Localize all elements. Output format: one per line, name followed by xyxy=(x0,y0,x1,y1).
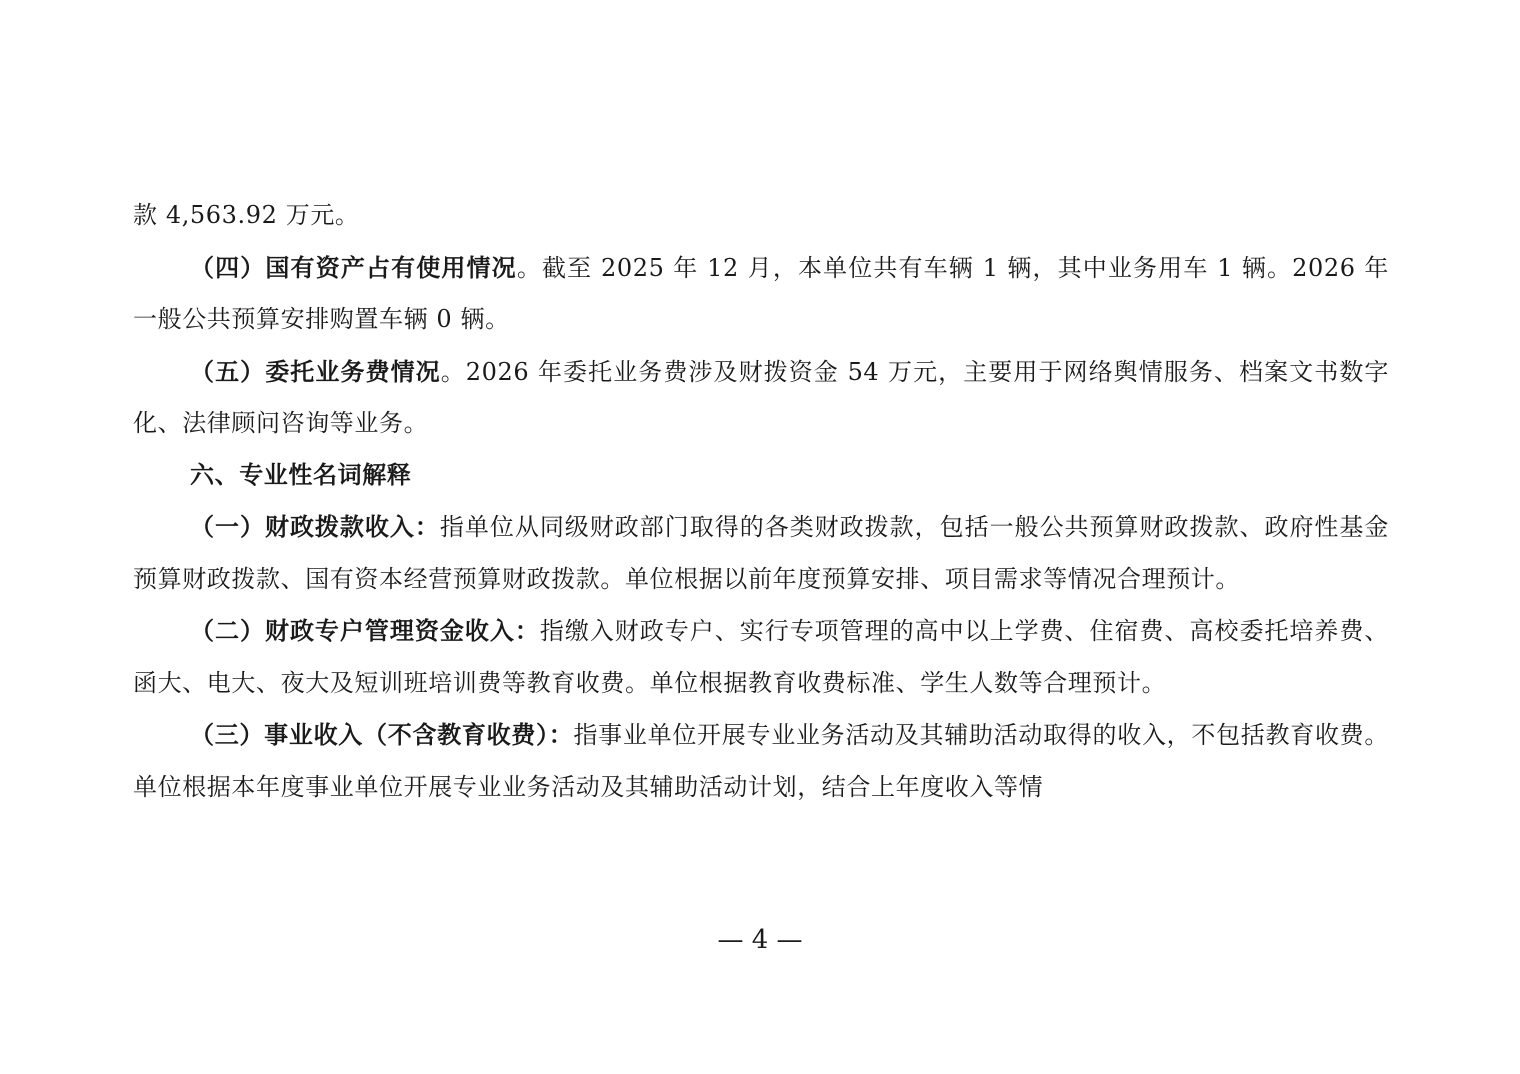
definition-special-account-funds xyxy=(133,605,1389,709)
paragraph-lead: （五）委托业务费情况 xyxy=(190,356,441,386)
definition-business-income xyxy=(133,709,1389,813)
paragraph-state-assets xyxy=(133,242,1389,346)
definition-term: （一）财政拨款收入： xyxy=(190,512,440,541)
section-heading: 六、专业性名词解释 xyxy=(190,460,412,489)
definition-text: 指单位从同级财政部门取得的各类财政拨款，包括一般公共预算财政拨款、政府性基金预算财政拨款、国有资本经营预算财政拨款。单位根据以前年度预算安排、项目需求等情况合理预计。 xyxy=(133,513,1390,593)
definition-text: 指事业单位开展专业业务活动及其辅助活动取得的收入，不包括教育收费。单位根据本年度事业单位开展专业业务活动及其辅助活动计划，结合上年度收入等情 xyxy=(133,721,1389,801)
paragraph-text: 。2026 年委托业务费涉及财拨资金 54 万元，主要用于网络舆情服务、档案文书数字化、法律顾问咨询等业务。 xyxy=(133,357,1389,437)
paragraph-continuation xyxy=(133,190,1389,242)
paragraph-lead: （四）国有资产占有使用情况 xyxy=(190,252,517,282)
document-body xyxy=(133,190,1389,813)
definition-text: 指缴入财政专户、实行专项管理的高中以上学费、住宿费、高校委托培养费、函大、电大、夜大及短训班培训费等教育收费。单位根据教育收费标准、学生人数等合理预计。 xyxy=(133,617,1389,697)
paragraph-text: 款 4,563.92 万元。 xyxy=(133,201,360,229)
paragraph-commissioned-fees xyxy=(133,346,1389,450)
definition-fiscal-appropriation xyxy=(133,501,1389,605)
paragraph-text: 。截至 2025 年 12 月，本单位共有车辆 1 辆，其中业务用车 1 辆。2026 年一般公共预算安排购置车辆 0 辆。 xyxy=(133,253,1389,333)
page-number: — 4 — xyxy=(717,925,803,955)
definition-term: （三）事业收入（不含教育收费）： xyxy=(190,720,574,749)
definition-term: （二）财政专户管理资金收入： xyxy=(190,616,540,645)
